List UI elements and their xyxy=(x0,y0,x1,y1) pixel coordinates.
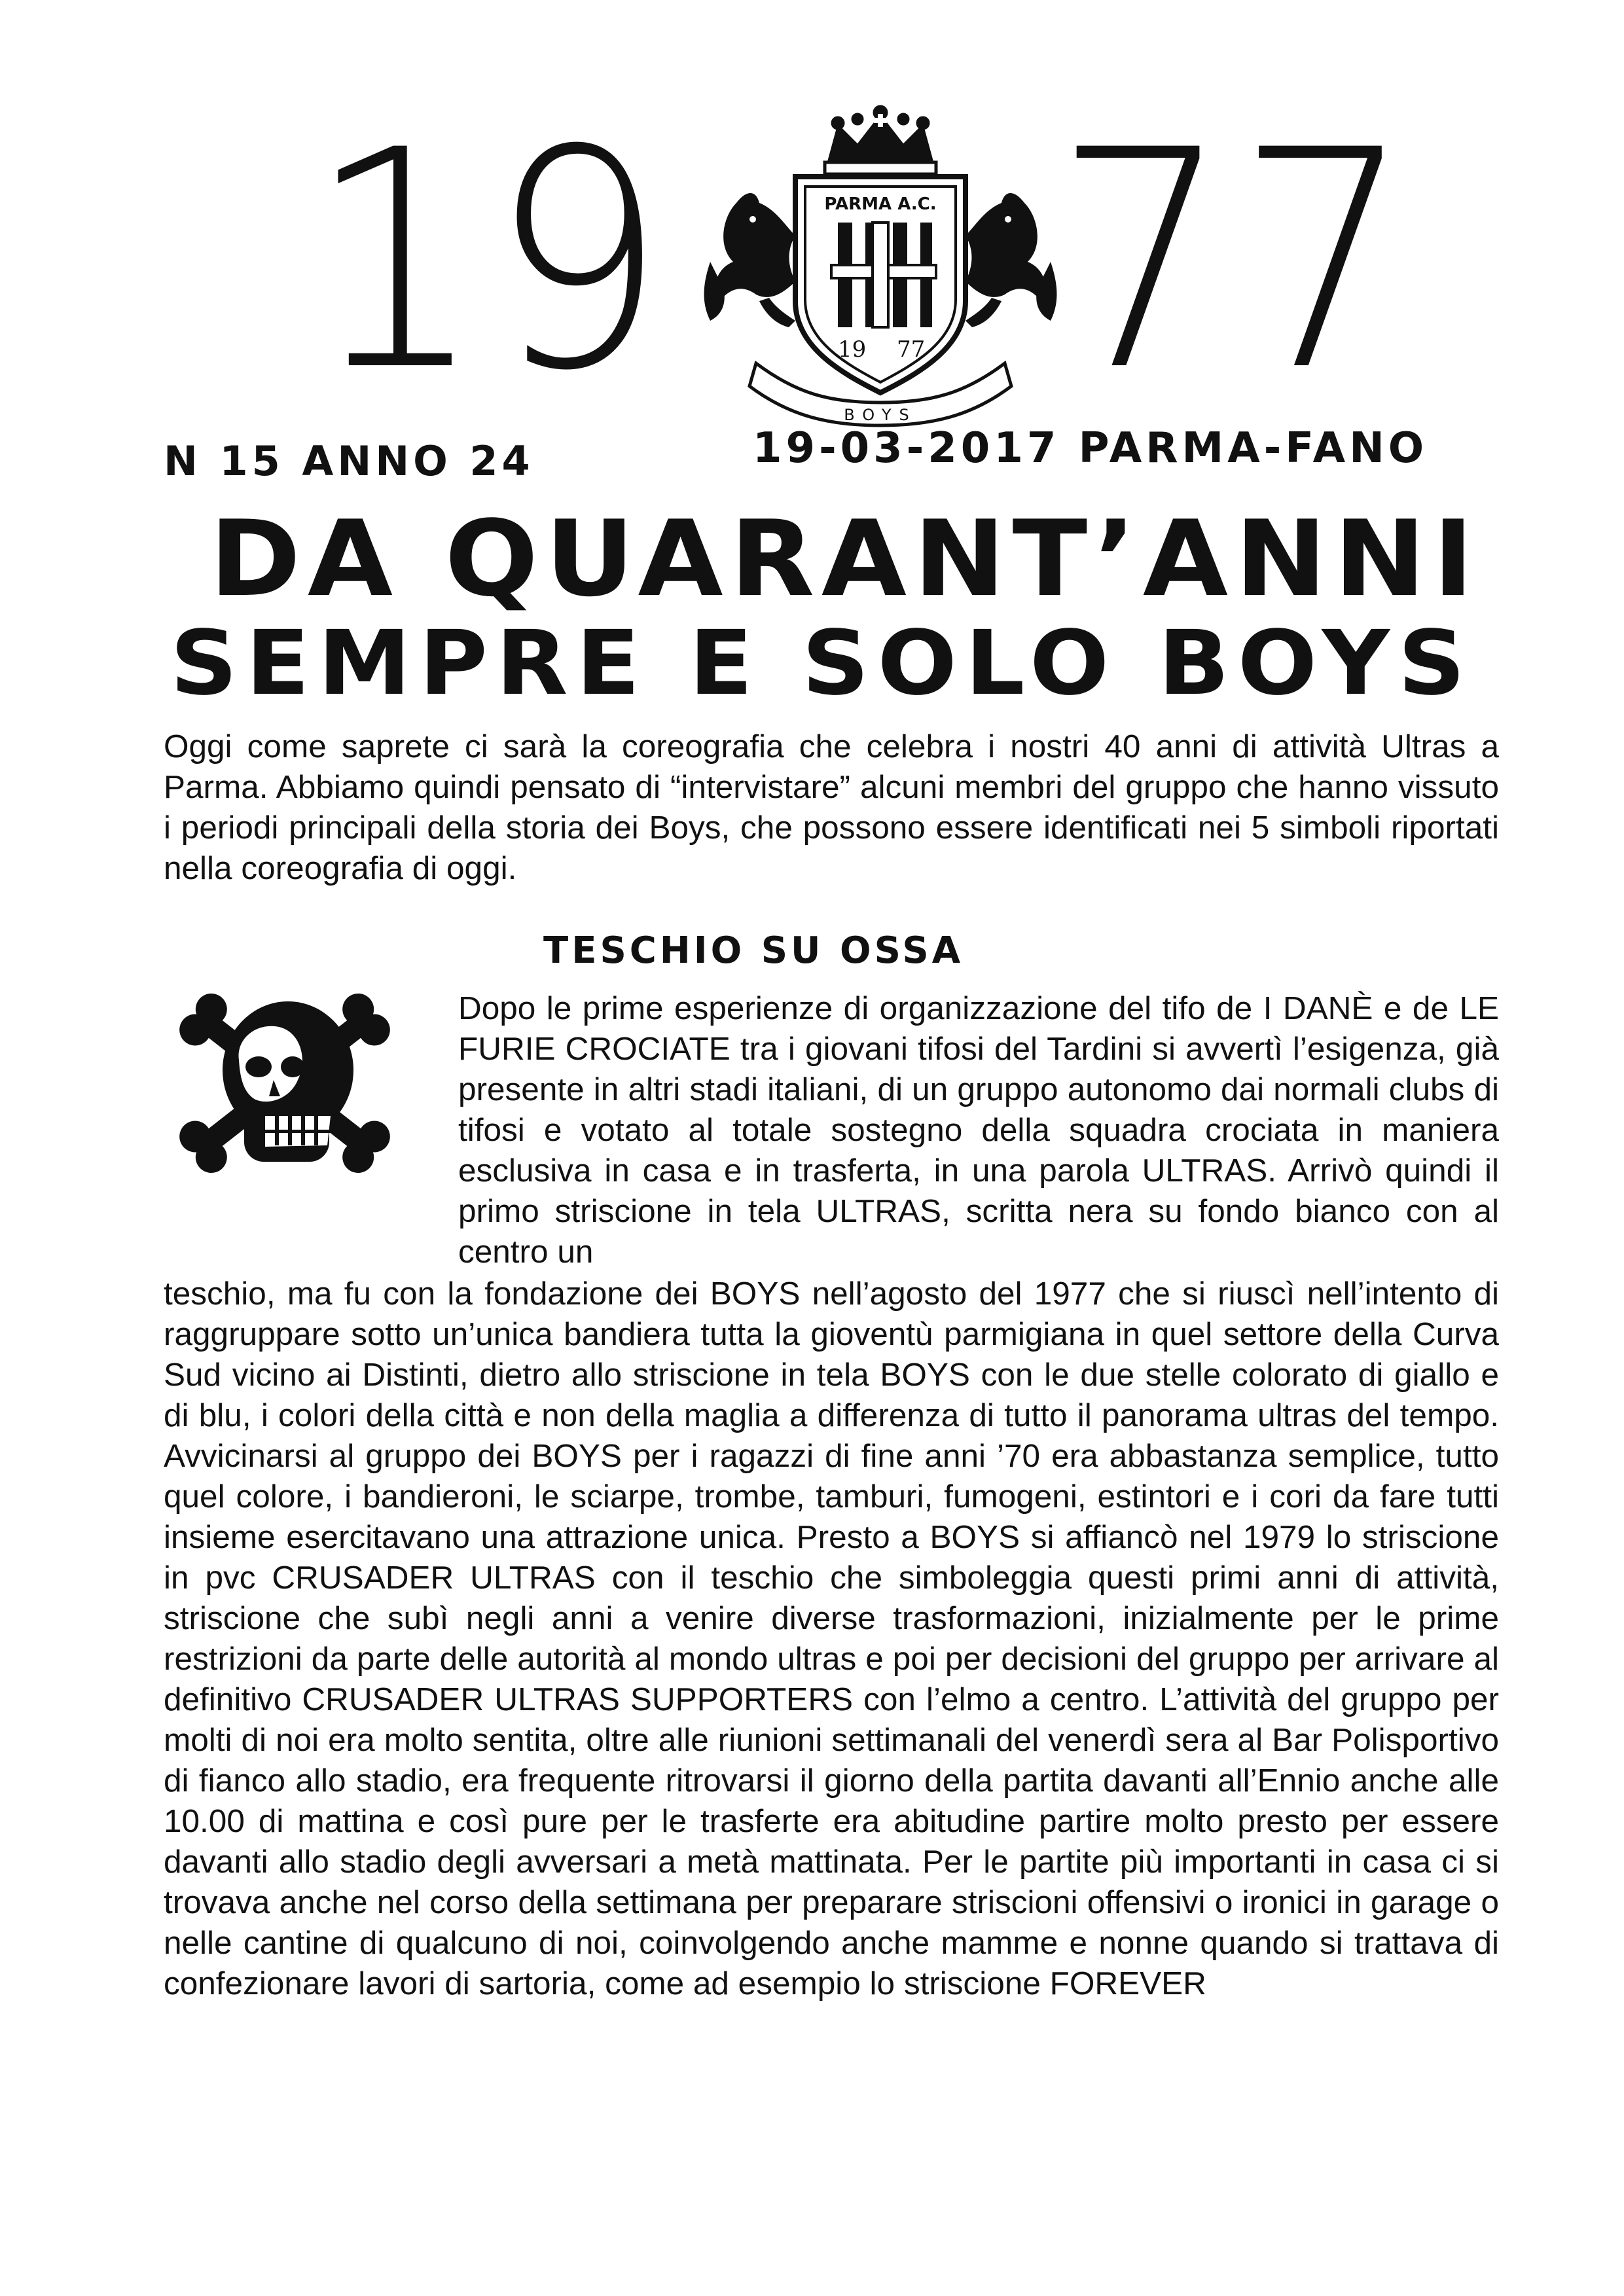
section-title: TESCHIO SU OSSA xyxy=(543,929,964,972)
crest-top-text: PARMA A.C. xyxy=(824,194,937,214)
headline-line-1: DA QUARANT’ANNI xyxy=(209,497,1481,620)
issue-number: N 15 ANNO 24 xyxy=(164,437,534,485)
crown-icon xyxy=(825,105,936,174)
section-paragraph-wrapped: Dopo le prime esperienze di organizzazione del tifo de I DANÈ e de LE FURIE CROCIATE tra i giovani tifosi del Tardini si avvertì l’esigenza, già presente in altri stadi italiani, di un gruppo autonomo dai normali clubs di tifosi e votato al totale sostegno della squadra crociata in maniera esclusiva in casa e in trasferta, in una parola ULTRAS. Arrivò quindi il primo striscione in tela ULTRAS, scritta nera su fondo bianco con al centro un xyxy=(458,990,1499,1270)
crest-ribbon-text: BOYS xyxy=(844,406,917,424)
match-date: 19-03-2017 PARMA-FANO xyxy=(753,424,1428,473)
headline-line-2: SEMPRE E SOLO BOYS xyxy=(170,612,1474,715)
lion-right-icon xyxy=(965,193,1056,327)
parma-boys-crest-logo xyxy=(697,105,1064,432)
section-paragraph-full: teschio, ma fu con la fondazione dei BOYS nell’agosto del 1977 che si riuscì nell’intento di raggruppare sotto un’unica bandiera tutta la gioventù parmigiana in quel settore della Curva Sud vicino ai Distinti, dietro allo striscione in tela BOYS con le due stelle colorato di giallo e di blu, i colori della città e non della maglia a differenza di tutto il panorama ultras del tempo. Avvicinarsi al gruppo dei BOYS per i ragazzi di fine anni ’70 era abbastanza semplice, tutto quel colore, i bandieroni, le sciarpe, trombe, tamburi, fumogeni, estintori e i cori da fare tutti insieme esercitavano una attrazione unica. Presto a BOYS si affiancò nel 1979 lo striscione in pvc CRUSADER ULTRAS con il teschio che simboleggia questi primi anni di attività, striscione che subì negli anni a venire diverse trasformazioni, inizialmente per le prime restrizioni da parte delle autorità al mondo ultras e poi per decisioni del gruppo per arrivare al definitivo CRUSADER ULTRAS SUPPORTERS con l’elmo a centro. L’attività del gruppo per molti di noi era molto sentita, oltre alle riunioni settimanali del venerdì sera al Bar Polisportivo di fianco allo stadio, era frequente ritrovarsi il giorno della partita davanti all’Ennio anche alle 10.00 di mattina e così pure per le trasferte era abitudine partire molto presto per essere davanti allo stadio degli avversari a metà mattinata. Per le partite più importanti in casa ci si trovava anche nel corso della settimana per preparare striscioni offensivi o ironici in garage o nelle cantine di qualcuno di noi, coinvolgendo anche mamme e nonne quando si trattava di confezionare lavori di sartoria, come ad esempio lo striscione FOREVER xyxy=(164,1276,1499,2001)
intro-paragraph: Oggi come saprete ci sarà la coreografia che celebra i nostri 40 anni di attività Ultras a Parma. Abbiamo quindi pensato di “intervistare” alcuni membri del gruppo che hanno vissuto i periodi principali della storia dei Boys, che possono essere identificati nei 5 simboli riportati nella coreografia di oggi. xyxy=(164,728,1499,886)
crest-right-year: 77 xyxy=(897,336,926,363)
skull-crossbones-icon xyxy=(167,975,403,1191)
masthead-year-left: 19 xyxy=(308,86,672,437)
masthead-year-right: 77 xyxy=(1054,86,1418,437)
lion-left-icon xyxy=(704,193,795,327)
crest-left-year: 19 xyxy=(838,336,867,363)
